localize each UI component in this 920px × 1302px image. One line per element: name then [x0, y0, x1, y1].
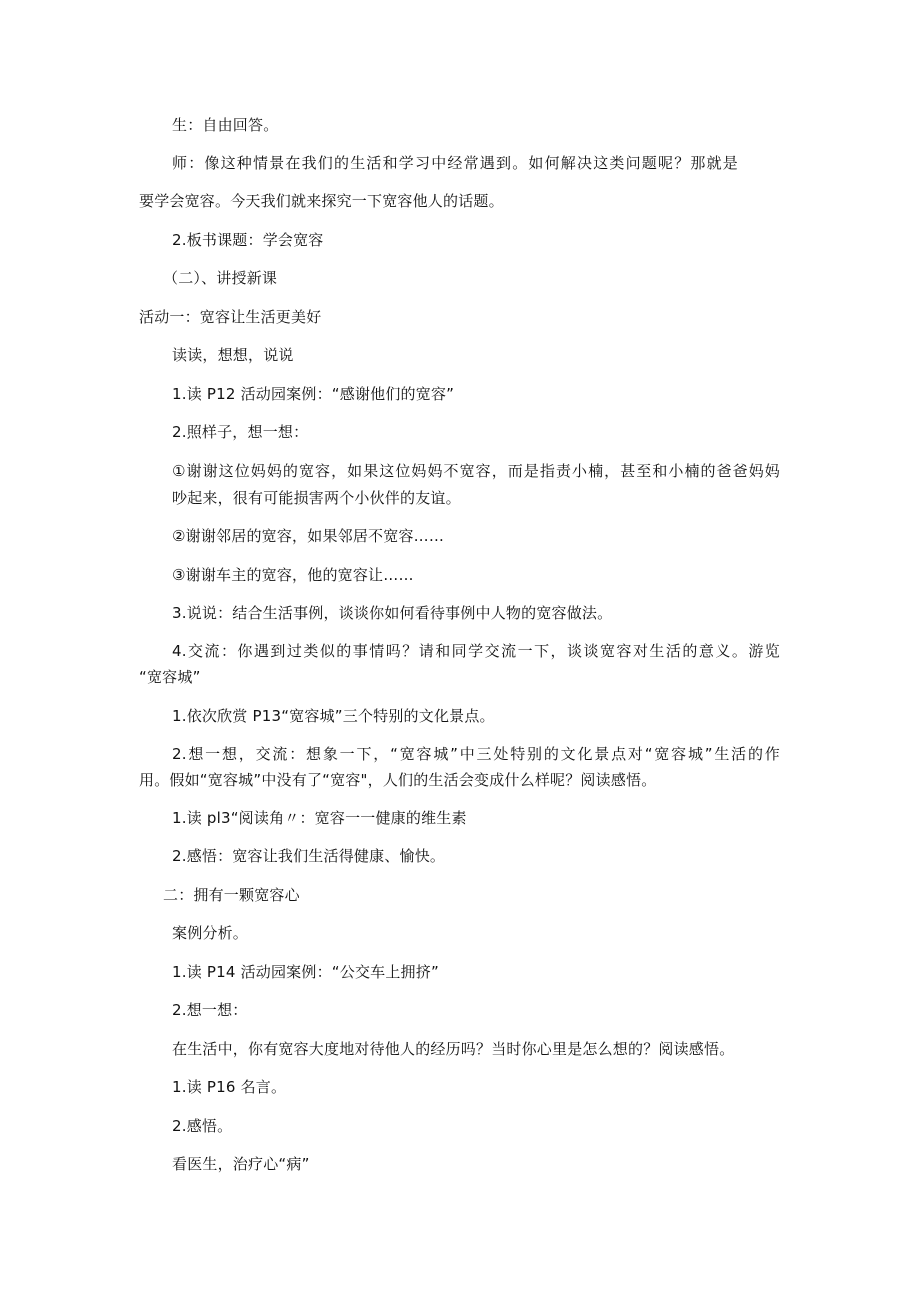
text-line: 要学会宽容。今天我们就来探究一下宽容他人的话题。 — [139, 192, 504, 210]
text-line: 吵起来，很有可能损害两个小伙伴的友谊。 — [172, 489, 461, 507]
text-line: ②谢谢邻居的宽容，如果邻居不宽容…… — [172, 527, 445, 545]
text-line: 3.说说：结合生活事例，谈谈你如何看待事例中人物的宽容做法。 — [172, 604, 613, 622]
text-line: 2.板书课题：学会宽容 — [172, 231, 324, 249]
text-line: 1.读 P12 活动园案例：“感谢他们的宽容” — [172, 385, 455, 403]
text-line: 生：自由回答。 — [172, 116, 279, 134]
text-line: 2.照样子，想一想： — [172, 423, 309, 441]
text-line: 师：像这种情景在我们的生活和学习中经常遇到。如何解决这类问题呢？那就是 — [172, 154, 738, 172]
text-line: 4.交流：你遇到过类似的事情吗？请和同学交流一下，谈谈宽容对生活的意义。游览 — [172, 642, 780, 660]
text-line: 1.读 P16 名言。 — [172, 1078, 287, 1096]
text-line: 在生活中，你有宽容大度地对待他人的经历吗？当时你心里是怎么想的？阅读感悟。 — [172, 1040, 735, 1058]
text-line: 1.依次欣赏 P13“宽容城”三个特别的文化景点。 — [172, 707, 495, 725]
text-line: 1.读 pl3“阅读角〃：宽容一一健康的维生素 — [172, 809, 467, 827]
text-line: 1.读 P14 活动园案例：“公交车上拥挤” — [172, 963, 439, 981]
text-line: 看医生，治疗心“病” — [172, 1155, 310, 1173]
text-line: ③谢谢车主的宽容，他的宽容让…… — [172, 566, 414, 584]
text-line: 2.想一想： — [172, 1001, 248, 1019]
activity-heading: 活动一：宽容让生活更美好 — [139, 308, 322, 326]
text-line: “宽容城” — [139, 668, 201, 686]
text-line: 读读，想想，说说 — [172, 346, 294, 364]
text-line: ①谢谢这位妈妈的宽容，如果这位妈妈不宽容，而是指责小楠，甚至和小楠的爸爸妈妈 — [172, 462, 780, 480]
text-line: 案例分析。 — [172, 924, 249, 942]
text-line: 用。假如“宽容城”中没有了“宽容"，人们的生活会变成什么样呢？阅读感悟。 — [139, 771, 657, 789]
text-line: 2.感悟：宽容让我们生活得健康、愉快。 — [172, 847, 446, 865]
section-heading: （二）、讲授新课 — [163, 269, 278, 287]
text-line: 2.感悟。 — [172, 1117, 233, 1135]
text-line: 2.想一想，交流：想象一下，“宽容城”中三处特别的文化景点对“宽容城”生活的作 — [172, 745, 780, 763]
section-heading: 二：拥有一颗宽容心 — [163, 886, 300, 904]
